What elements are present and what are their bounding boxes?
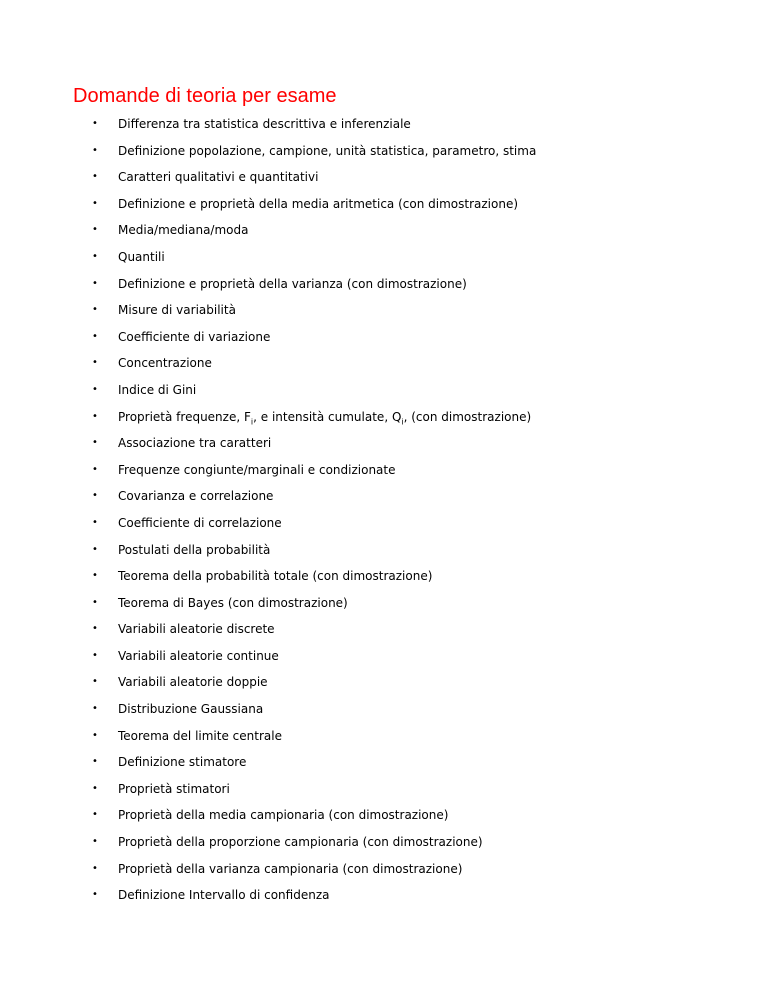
list-item: [0, 645, 700, 672]
bullet-icon: •: [92, 171, 98, 183]
list-item-text: Associazione tra caratteri: [118, 436, 272, 451]
bullet-icon: •: [92, 889, 98, 901]
list-item-text: Definizione e proprietà della media aritmetica (con dimostrazione): [118, 196, 519, 211]
bullet-icon: •: [92, 383, 98, 395]
list-item: [0, 592, 700, 619]
list-item: [0, 725, 700, 752]
bullet-icon: •: [92, 782, 98, 794]
bullet-icon: •: [92, 703, 98, 715]
list-item-text: Variabili aleatorie discrete: [118, 622, 275, 637]
list-item-text: Teorema del limite centrale: [118, 728, 282, 743]
frequency-text: Proprietà frequenze, F: [118, 409, 251, 424]
bullet-icon: •: [92, 463, 98, 475]
list-item-text: Indice di Gini: [118, 382, 197, 397]
list-item-text: Covarianza e correlazione: [118, 489, 274, 504]
bullet-icon: •: [92, 729, 98, 741]
list-item-text: Definizione e proprietà della varianza (con dimostrazione): [118, 276, 467, 291]
list-item-text: Concentrazione: [118, 356, 212, 371]
list-item: [0, 858, 700, 885]
bullet-icon: •: [92, 277, 98, 289]
list-item-text: Differenza tra statistica descrittiva e inferenziale: [118, 117, 411, 131]
list-item-text: Definizione popolazione, campione, unità statistica, parametro, stima: [118, 143, 537, 158]
list-item: [0, 113, 700, 140]
list-item-text: Distribuzione Gaussiana: [118, 702, 264, 717]
subscript-i: i: [401, 416, 404, 426]
bullet-icon: •: [92, 570, 98, 582]
list-item: [0, 778, 700, 805]
list-item: [0, 273, 700, 300]
list-item: [0, 352, 700, 379]
list-item: [0, 166, 700, 193]
subscript-i: i: [250, 416, 254, 426]
list-item-text: Teorema di Bayes (con dimostrazione): [118, 595, 348, 610]
list-item: [0, 485, 700, 512]
page-title: Domande di teoria per esame: [73, 85, 337, 107]
list-item: [0, 459, 700, 486]
bullet-icon: •: [92, 437, 98, 449]
list-item-text: Proprietà stimatori: [118, 781, 230, 796]
list-item-text: Proprietà della media campionaria (con dimostrazione): [118, 808, 449, 823]
list-item-text: Variabili aleatorie continue: [118, 648, 279, 663]
list-item-text: Teorema della probabilità totale (con dimostrazione): [118, 569, 433, 584]
bullet-icon: •: [92, 649, 98, 661]
bullet-icon: •: [92, 623, 98, 635]
bullet-icon: •: [92, 862, 98, 874]
list-item: [0, 140, 700, 167]
list-item: [0, 751, 700, 778]
list-item-text: Definizione stimatore: [118, 755, 247, 770]
list-item-text: Proprietà della varianza campionaria (con dimostrazione): [118, 861, 463, 876]
list-item: [0, 565, 700, 592]
list-item: [0, 671, 700, 698]
list-item-text: [118, 406, 531, 428]
list-item-text: Coefficiente di variazione: [118, 329, 271, 344]
list-item: [0, 299, 700, 326]
proof-text: , (con dimostrazione): [403, 409, 532, 424]
list-item: [0, 219, 700, 246]
list-item: [0, 539, 700, 566]
bullet-icon: •: [92, 756, 98, 768]
list-item: [0, 379, 700, 406]
list-item: [0, 831, 700, 858]
list-item: [0, 406, 700, 433]
bullet-icon: •: [92, 330, 98, 342]
list-item-text: Definizione Intervallo di confidenza: [118, 888, 330, 903]
list-item-text: Quantili: [118, 249, 165, 264]
list-item-text: Coefficiente di correlazione: [118, 515, 282, 530]
question-list: [0, 113, 700, 911]
bullet-icon: •: [92, 304, 98, 316]
list-item-text: Misure di variabilità: [118, 303, 236, 318]
bullet-icon: •: [92, 250, 98, 262]
bullet-icon: •: [92, 809, 98, 821]
list-item-text: Proprietà della proporzione campionaria (con dimostrazione): [118, 835, 483, 850]
list-item: [0, 884, 700, 911]
list-item: [0, 193, 700, 220]
bullet-icon: •: [92, 543, 98, 555]
list-item-text: Variabili aleatorie doppie: [118, 675, 268, 690]
list-item: [0, 512, 700, 539]
bullet-icon: •: [92, 516, 98, 528]
bullet-icon: •: [92, 596, 98, 608]
bullet-icon: •: [92, 118, 98, 129]
list-item: [0, 326, 700, 353]
list-item-text: Media/mediana/moda: [118, 223, 249, 238]
bullet-icon: •: [92, 197, 98, 209]
bullet-icon: •: [92, 490, 98, 502]
list-item-text: Caratteri qualitativi e quantitativi: [118, 170, 319, 185]
bullet-icon: •: [92, 676, 98, 688]
list-item-text: Postulati della probabilità: [118, 542, 271, 557]
list-item: [0, 246, 700, 273]
list-item: [0, 618, 700, 645]
list-item: [0, 698, 700, 725]
bullet-icon: •: [92, 410, 98, 422]
list-item: [0, 432, 700, 459]
intensity-text: , e intensità cumulate, Q: [253, 409, 402, 424]
bullet-icon: •: [92, 224, 98, 236]
bullet-icon: •: [92, 836, 98, 848]
bullet-icon: •: [92, 144, 98, 156]
list-item: [0, 804, 700, 831]
list-item-text: Frequenze congiunte/marginali e condizionate: [118, 462, 396, 477]
bullet-icon: •: [92, 357, 98, 369]
